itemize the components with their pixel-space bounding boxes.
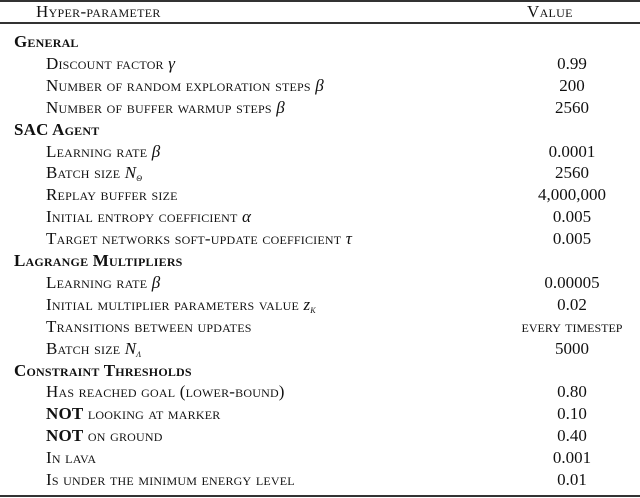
negation-prefix: NOT	[46, 404, 84, 424]
param-subscript: θ	[136, 172, 143, 185]
param-name: looking at marker	[87, 404, 221, 424]
table-row	[0, 75, 640, 97]
param-subscript: λ	[136, 347, 142, 360]
param-name: Has reached goal (lower-bound)	[46, 382, 285, 402]
bottom-rule	[0, 495, 640, 497]
table-row	[0, 162, 640, 184]
param-name: on ground	[87, 426, 163, 446]
param-value: 0.01	[557, 470, 587, 489]
param-name: In lava	[46, 448, 97, 468]
param-value: 0.005	[552, 207, 592, 227]
param-symbol: z	[303, 294, 311, 314]
param-value: every timestep	[521, 316, 623, 336]
param-symbol: β	[276, 97, 285, 117]
param-name: Replay buffer size	[46, 185, 178, 205]
param-symbol: α	[242, 207, 252, 227]
param-name: Initial multiplier parameters value	[46, 294, 299, 314]
table-row	[0, 469, 640, 491]
table-row	[0, 294, 640, 316]
param-symbol: N	[124, 338, 137, 358]
header-rule	[0, 22, 640, 24]
table-row	[0, 425, 640, 447]
table-row	[0, 97, 640, 119]
param-symbol: γ	[168, 53, 176, 73]
param-value: 2560	[555, 163, 589, 183]
section-header-general: General	[14, 32, 79, 51]
param-symbol: N	[124, 163, 137, 183]
table-row	[0, 381, 640, 403]
param-name: Discount factor	[46, 53, 164, 73]
param-symbol: τ	[345, 229, 353, 249]
table-row	[0, 447, 640, 469]
table-row	[0, 316, 640, 338]
param-value: 5000	[555, 338, 589, 358]
param-symbol: β	[315, 75, 324, 95]
param-value: 0.0001	[548, 141, 596, 161]
param-name: Learning rate	[46, 141, 148, 161]
param-name: Batch size	[46, 338, 121, 358]
table-row	[0, 338, 640, 360]
table-row	[0, 228, 640, 250]
section-header-constraint-thresholds: Constraint Thresholds	[14, 360, 192, 380]
table-row	[0, 53, 640, 75]
param-symbol: β	[151, 272, 161, 292]
section-header-sac-agent: SAC Agent	[14, 119, 100, 139]
param-value: 0.001	[552, 448, 592, 468]
negation-prefix: NOT	[46, 426, 84, 446]
table-row	[0, 184, 640, 206]
param-name: Transitions between updates	[46, 316, 252, 336]
param-symbol: β	[151, 141, 161, 161]
table-row	[0, 206, 640, 228]
column-header-value: Value	[527, 2, 573, 21]
param-value: 0.40	[557, 426, 587, 446]
param-name: Batch size	[46, 163, 121, 183]
param-value: 4,000,000	[538, 185, 606, 205]
param-value: 0.02	[557, 294, 587, 314]
param-value: 0.005	[552, 229, 592, 249]
table-row	[0, 403, 640, 425]
param-value: 0.10	[557, 404, 587, 424]
param-name: Initial entropy coefficient	[46, 207, 238, 227]
table-row	[0, 141, 640, 163]
param-name: Number of buffer warmup steps	[46, 97, 272, 117]
param-name: Number of random exploration steps	[46, 75, 311, 95]
param-value: 0.99	[557, 53, 587, 73]
param-name: Learning rate	[46, 272, 148, 292]
param-value: 0.00005	[544, 272, 600, 292]
param-name: Is under the minimum energy level	[46, 470, 295, 489]
param-name: Target networks soft-update coefficient	[46, 229, 342, 249]
column-header-hyperparameter: Hyper-parameter	[36, 2, 161, 21]
param-value: 2560	[555, 97, 589, 117]
table-row	[0, 272, 640, 294]
section-header-lagrange-multipliers: Lagrange Multipliers	[14, 251, 183, 270]
param-value: 0.80	[557, 382, 587, 402]
param-subscript: k	[310, 303, 316, 316]
param-value: 200	[559, 75, 585, 95]
